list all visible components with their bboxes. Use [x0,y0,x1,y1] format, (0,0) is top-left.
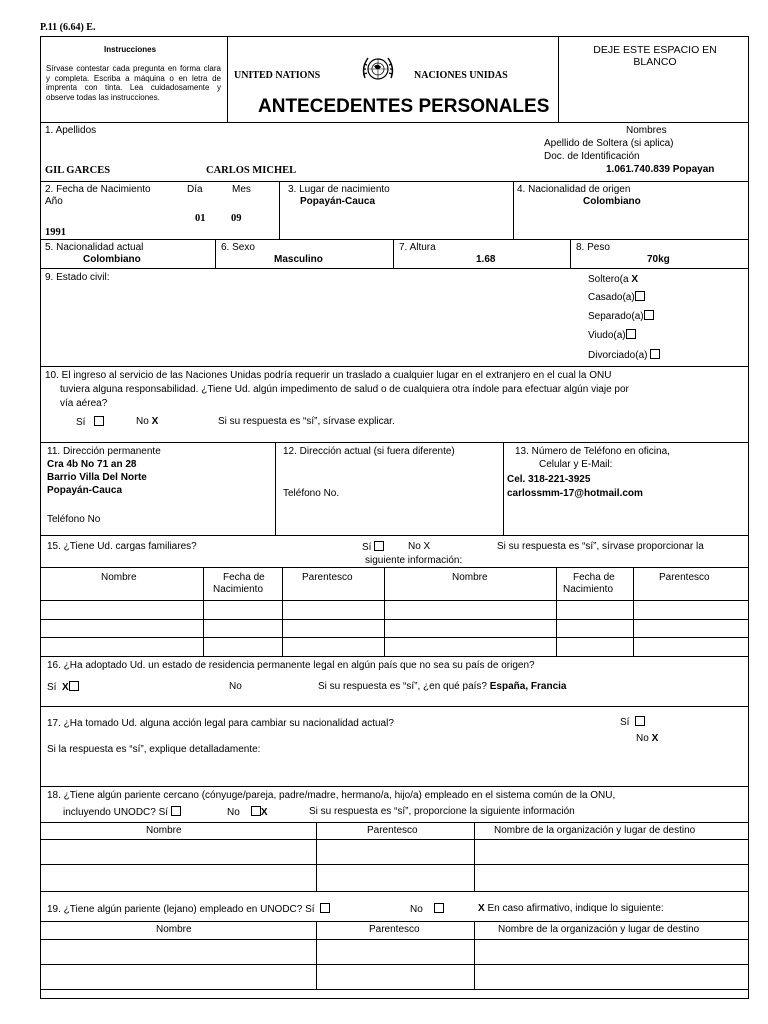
residency-no-option[interactable]: No [229,681,242,692]
distant-relative-question: 19. ¿Tiene algún pariente (lejano) empleado en UNODC? Sí [47,903,330,916]
blank-space-note: DEJE ESTE ESPACIO EN BLANCO [593,44,717,68]
travel-no-option[interactable]: No X [136,416,159,427]
doc-id-label: Doc. de Identificación [544,151,640,162]
travel-question-line2: tuviera alguna responsabilidad. ¿Tiene Ud. algún impedimento de salud o de cualquiera otra índole para efectuar algún viaje por [60,384,629,395]
apellidos-value: GIL GARCES [45,165,111,176]
travel-explain-label: Si su respuesta es “sí”, sírvase explicar. [218,416,395,427]
dependents-col-name-1: Nombre [101,572,137,583]
civil-separated-option[interactable]: Separado(a) [588,310,654,323]
close-relative-question: 18. ¿Tiene algún pariente cercano (cónyuge/pareja, padre/madre, hermano/a, hijo/a) empleado en el sistema común de la ONU, [47,790,616,801]
checkbox-icon [635,291,645,301]
form-code: P.11 (6.64) E. [40,22,96,33]
weight-value: 70kg [647,254,670,265]
distant-relative-col-org: Nombre de la organización y lugar de destino [498,924,700,935]
checkbox-icon [251,806,261,816]
nombres-value: CARLOS MICHEL [206,165,297,176]
checkbox-icon [374,541,384,551]
birthplace-label: 3. Lugar de nacimiento [288,184,390,195]
distant-relative-mark: X [478,903,485,914]
checkbox-icon [626,329,636,339]
civil-married-option[interactable]: Casado(a) [588,291,645,304]
birthplace-value: Popayán-Cauca [300,196,376,207]
close-relative-no-mark: X [260,807,268,818]
org-name-en: UNITED NATIONS [234,70,321,81]
current-phone-label: Teléfono No. [283,488,340,499]
dependents-col-date-1: Fecha de [223,572,265,583]
nationality-change-explain: Si la respuesta es “sí”, explique detalladamente: [47,744,261,755]
close-relative-yes-option[interactable]: incluyendo UNODC? Sí [63,806,181,819]
residency-question: 16. ¿Ha adoptado Ud. un estado de residencia permanente legal en algún país que no sea su país de origen? [47,660,535,671]
birth-day-label: Día [187,184,203,195]
current-nationality-label: 5. Nacionalidad actual [45,242,144,253]
distant-relative-follow: X En caso afirmativo, indique lo siguiente: [478,903,664,914]
close-relative-col-relation: Parentesco [367,825,418,836]
nationality-change-no-option[interactable]: No X [636,733,659,744]
civil-status-label: 9. Estado civil: [45,272,110,283]
close-relative-follow: Si su respuesta es “sí”, proporcione la siguiente información [309,806,575,817]
height-value: 1.68 [476,254,496,265]
current-address-label: 12. Dirección actual (si fuera diferente) [283,446,455,457]
birth-month-label: Mes [232,184,251,195]
civil-widowed-option[interactable]: Viudo(a) [588,329,636,342]
birth-month-value: 09 [231,213,242,224]
checkbox-icon [644,310,654,320]
distant-relative-col-relation: Parentesco [369,924,420,935]
instructions-title: Instrucciones [104,45,157,54]
close-relative-col-org: Nombre de la organización y lugar de destino [494,825,696,836]
sex-label: 6. Sexo [221,242,255,253]
dependents-col-date-2b: Nacimiento [563,584,614,595]
permanent-address-line3: Popayán-Cauca [47,485,123,496]
nationality-change-yes-option[interactable]: Sí [620,716,645,729]
dependents-col-relation-1: Parentesco [302,572,353,583]
permanent-phone-label: Teléfono No [47,514,101,525]
nationality-change-no-mark: X [651,733,659,744]
checkbox-icon [434,903,444,913]
checkbox-icon [94,416,104,426]
dependents-follow-line1: Si su respuesta es “sí”, sírvase proporcionar la [497,541,704,552]
distant-relative-no-option[interactable]: No [410,903,444,916]
dependents-no-option[interactable]: No X [408,541,431,552]
nombres-label: Nombres [626,125,667,136]
travel-question-line1: 10. El ingreso al servicio de las Naciones Unidas podría requerir un traslado a cualquier lugar en el extranjero en el cual la ONU [45,370,612,381]
checkbox-icon [171,806,181,816]
current-nationality-value: Colombiano [83,254,141,265]
un-emblem-icon [359,52,397,88]
civil-divorced-option[interactable]: Divorciado(a) [588,349,660,362]
permanent-address-line1: Cra 4b No 71 an 28 [47,459,137,470]
cell-email-label: Celular y E-Mail: [539,459,613,470]
height-label: 7. Altura [399,242,436,253]
checkbox-icon [650,349,660,359]
birth-day-value: 01 [195,213,206,224]
office-phone-label: 13. Número de Teléfono en oficina, [515,446,670,457]
dependents-col-date-1b: Nacimiento [213,584,264,595]
close-relative-no-option[interactable]: No X [227,807,268,818]
close-relative-col-name: Nombre [146,825,182,836]
org-name-es: NACIONES UNIDAS [414,70,508,81]
weight-label: 8. Peso [576,242,610,253]
residency-yes-mark: X [62,682,69,693]
origin-nationality-label: 4. Nacionalidad de origen [517,184,631,195]
cellphone-value: Cel. 318-221-3925 [507,474,591,485]
distant-relative-col-name: Nombre [156,924,192,935]
nationality-change-question: 17. ¿Ha tomado Ud. alguna acción legal para cambiar su nacionalidad actual? [47,718,394,729]
dependents-question: 15. ¿Tiene Ud. cargas familiares? [47,541,197,552]
civil-single-option[interactable]: Soltero(a X [588,274,639,285]
checkbox-icon [320,903,330,913]
travel-yes-option[interactable]: Sí [76,416,104,429]
residency-country-label: Si su respuesta es “sí”, ¿en qué país? España, Francia [318,681,567,692]
instructions-text: Sírvase contestar cada pregunta en forma clara y completa. Escriba a máquina o en letra de imprenta con tinta. Lea cuidadosamente y observe todas las instrucciones. [46,64,221,102]
form-title: ANTECEDENTES PERSONALES [258,96,550,117]
dependents-col-date-2: Fecha de [573,572,615,583]
residency-yes-option[interactable]: Sí X [47,681,79,694]
dependents-col-relation-2: Parentesco [659,572,710,583]
birthdate-label: 2. Fecha de Nacimiento [45,184,151,195]
permanent-address-label: 11. Dirección permanente [47,446,161,457]
origin-nationality-value: Colombiano [583,196,641,207]
residency-country-value: España, Francia [489,681,567,692]
travel-no-mark: X [151,416,159,427]
apellidos-label: 1. Apellidos [45,125,97,136]
doc-id-value: 1.061.740.839 Popayan [606,164,715,175]
dependents-col-name-2: Nombre [452,572,488,583]
dependents-follow-line2: siguiente información: [365,555,463,566]
birth-year-label: Año [45,196,63,207]
birth-year-value: 1991 [45,227,66,238]
checkbox-icon [635,716,645,726]
dependents-yes-option[interactable]: Sí [362,541,384,554]
soltera-label: Apellido de Soltera (si aplica) [544,138,674,149]
permanent-address-line2: Barrio Villa Del Norte [47,472,147,483]
travel-question-line3: vía aérea? [60,398,108,409]
email-value: carlossmm-17@hotmail.com [507,488,643,499]
civil-single-mark: X [631,274,639,285]
checkbox-icon [69,681,79,691]
sex-value: Masculino [274,254,323,265]
